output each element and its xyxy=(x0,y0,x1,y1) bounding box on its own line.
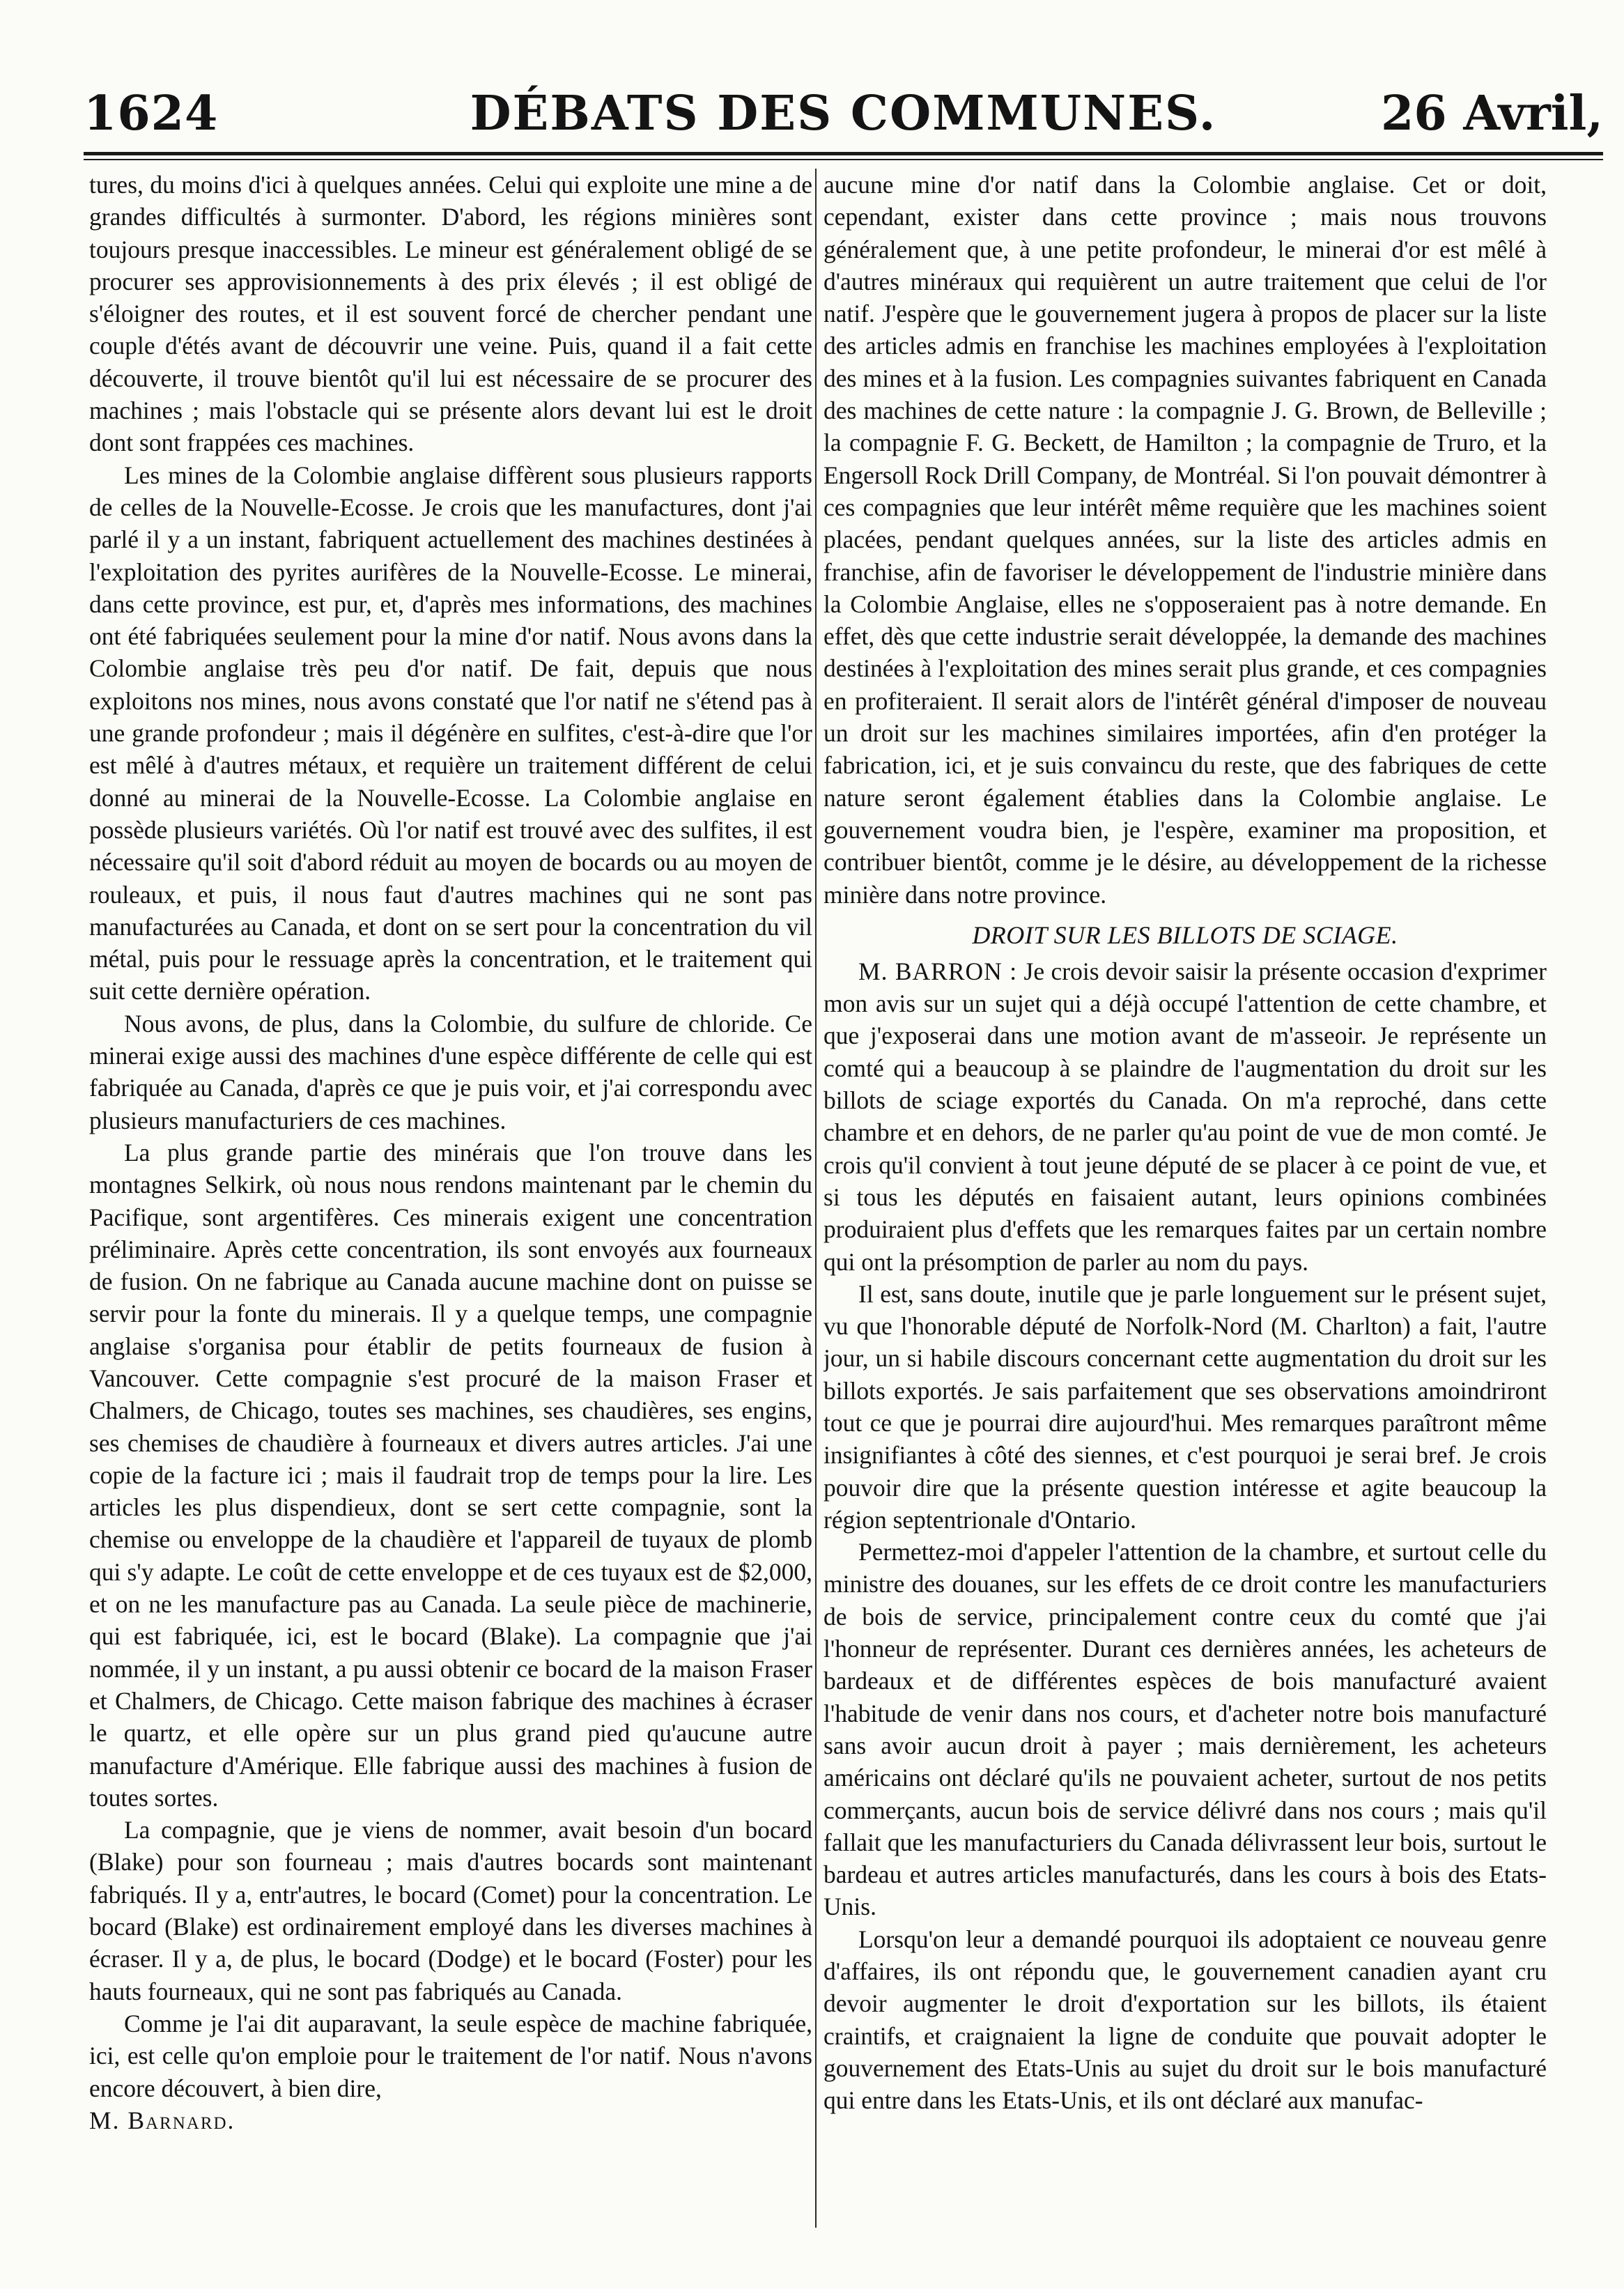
speaker-signoff: M. Barnard. xyxy=(89,2106,235,2134)
paragraph: Les mines de la Colombie anglaise diffèrent sous plusieurs rapports de celles de la Nouvelle-Ecosse. Je crois que les manufactures, dont j'ai parlé il y a un instant, fabriquent actuellement des machines destinées à l'exploitation des pyrites aurifères de la Nouvelle-Ecosse. Le minerai, dans cette province, est pur, et, d'après mes informations, des machines ont été fabriquées seulement pour la mine d'or natif. Nous avons dans la Colombie anglaise très peu d'or natif. De fait, depuis que nous exploitons nos mines, nous avons constaté que l'or natif ne s'étend pas à une grande profondeur ; mais il dégénère en sulfites, c'est-à-dire que l'or est mêlé à d'autres métaux, et requière un traitement différent de celui donné au minerai de la Nouvelle-Ecosse. La Colombie anglaise en possède plusieurs variétés. Où l'or natif est trouvé avec des sulfites, il est nécessaire qu'il soit d'abord réduit au moyen de bocards ou au moyen de rouleaux, et puis, il nous faut d'autres machines qui ne sont pas manufacturées au Canada, et dont on se sert pour la concentration du vil métal, puis pour le ressuage après la concentration, et le traitement qui suit cette dernière opération. xyxy=(89,461,812,1005)
header-rule-thin xyxy=(84,159,1603,160)
speaker-text: Je crois devoir saisir la présente occasion d'exprimer mon avis sur un sujet qui a déjà occupé l'attention de cette chambre, et que j'exposerai dans une motion avant de m'asseoir. Je représente un comté qui a beaucoup à se plaindre de l'augmentation du droit sur les billots de sciage exportés du Canada. On m'a reproché, dans cette chambre et en dehors, de ne parler qu'au point de vue de mon comté. Je crois qu'il convient à tout jeune député de se placer à ce point de vue, et si tous les députés en faisaient autant, leurs opinions combinées produiraient plus d'effets que les remarques faites par un certain nombre qui ont la présomption de parler au nom du pays. xyxy=(823,957,1547,1276)
paragraph: Lorsqu'on leur a demandé pourquoi ils adoptaient ce nouveau genre d'affaires, ils ont répondu que, le gouvernement canadien ayant cru devoir augmenter le droit d'exportation sur les billots, ils étaient craintifs, et craignaient la ligne de conduite que pouvait adopter le gouvernement des Etats-Unis au sujet du droit sur le bois manufacturé qui entre dans les Etats-Unis, et ils ont déclaré aux manufac- xyxy=(823,1925,1547,2115)
left-column xyxy=(89,169,812,2275)
paragraph: La compagnie, que je viens de nommer, avait besoin d'un bocard (Blake) pour son fourneau ; mais d'autres bocards sont maintenant fabriqués. Il y a, entr'autres, le bocard (Comet) pour la concentration. Le bocard (Blake) est ordinairement employé dans les diverses machines à écraser. Il y a, de plus, le bocard (Dodge) et le bocard (Foster) pour les hauts fourneaux, qui ne sont pas fabriqués au Canada. xyxy=(89,1816,812,2005)
paragraph: Comme je l'ai dit auparavant, la seule espèce de machine fabriquée, ici, est celle qu'on emploie pour le traitement de l'or natif. Nous n'avons encore découvert, à bien dire, xyxy=(89,2009,812,2102)
paragraph: tures, du moins d'ici à quelques années. Celui qui exploite une mine a de grandes difficultés à surmonter. D'abord, les régions minières sont toujours presque inaccessibles. Le mineur est généralement obligé de se procurer ses approvisionnements à des prix élevés ; il est obligé de s'éloigner des routes, et il est souvent forcé de chercher pendant une couple d'étés avant de découvrir une veine. Puis, quand il a fait cette découverte, il trouve bientôt qu'il lui est nécessaire de se procurer des machines ; mais l'obstacle qui se présente alors devant lui est le droit dont sont frappées ces machines. xyxy=(89,171,812,457)
section-heading: DROIT SUR LES BILLOTS DE SCIAGE. xyxy=(972,920,1398,949)
right-column xyxy=(823,169,1547,2275)
page-number: 1624 xyxy=(84,86,219,141)
page-date: 26 Avril, xyxy=(1381,86,1603,141)
running-head: DÉBATS DES COMMUNES. xyxy=(470,86,1217,141)
paragraph: Nous avons, de plus, dans la Colombie, du sulfure de chloride. Ce minerai exige aussi des machines d'une espèce différente de celle qui est fabriquée au Canada, d'après ce que je puis voir, et j'ai correspondu avec plusieurs manufacturiers de ces machines. xyxy=(89,1009,812,1134)
speaker-name: M. BARRON : xyxy=(858,957,1018,985)
header-rule-thick xyxy=(84,152,1603,155)
paragraph: Permettez-moi d'appeler l'attention de la chambre, et surtout celle du ministre des douanes, sur les effets de ce droit contre les manufacturiers de bois de service, principalement contre ceux du comté que j'ai l'honneur de représenter. Durant ces dernières années, les acheteurs de bardeaux et de différentes espèces de bois manufacturé avaient l'habitude de venir dans nos cours, et d'acheter notre bois manufacturé sans avoir aucun droit à payer ; mais dernièrement, les acheteurs américains ont déclaré qu'ils ne pouvaient acheter, surtout de nos petits commerçants, aucun bois de service délivré dans nos cours ; mais qu'il fallait que les manufacturiers du Canada délivrassent leur bois, surtout le bardeau et autres articles manufacturés, dans les cours à bois des Etats-Unis. xyxy=(823,1538,1547,1921)
page-header xyxy=(84,82,1603,145)
speaker-paragraph xyxy=(823,955,1547,1278)
column-divider xyxy=(815,169,817,2228)
paragraph: aucune mine d'or natif dans la Colombie anglaise. Cet or doit, cependant, exister dans cette province ; mais nous trouvons généralement que, à une petite profondeur, le minerai d'or est mêlé à d'autres minéraux qui requièrent un autre traitement que celui de l'or natif. J'espère que le gouvernement jugera à propos de placer sur la liste des articles admis en franchise les machines employées à l'exploitation des mines et à la fusion. Les compagnies suivantes fabriquent en Canada des machines de cette nature : la compagnie J. G. Brown, de Belleville ; la compagnie F. G. Beckett, de Hamilton ; la compagnie de Truro, et la Engersoll Rock Drill Company, de Montréal. Si l'on pouvait démontrer à ces compagnies que leur intérêt même requière que les machines soient placées, pendant quelques années, sur la liste des articles admis en franchise, afin de favoriser le développement de l'industrie minière dans la Colombie Anglaise, elles ne s'opposeraient pas à notre demande. En effet, dès que cette industrie serait développée, la demande des machines destinées à l'exploitation des mines serait plus grande, et ces compagnies en profiteraient. Il serait alors de l'intérêt général d'imposer de nouveau un droit sur les machines similaires importées, afin d'en protéger la fabrication, ici, et je suis convaincu du reste, que des fabriques de cette nature seront également établies dans la Colombie anglaise. Le gouvernement voudra bien, je l'espère, examiner ma proposition, et contribuer bientôt, comme je le désire, au développement de la richesse minière dans notre province. xyxy=(823,171,1547,909)
paragraph: Il est, sans doute, inutile que je parle longuement sur le présent sujet, vu que l'honorable député de Norfolk-Nord (M. Charlton) a fait, l'autre jour, un si habile discours concernant cette augmentation du droit sur les billots exportés. Je sais parfaitement que ses observations amoindriront tout ce que je pourrai dire aujourd'hui. Mes remarques paraîtront même insignifiantes à côté des siennes, et c'est pourquoi je serai bref. Je crois pouvoir dire que la présente question intéresse et agite beaucoup la région septentrionale d'Ontario. xyxy=(823,1279,1547,1534)
paragraph: La plus grande partie des minérais que l'on trouve dans les montagnes Selkirk, où nous nous rendons maintenant par le chemin du Pacifique, sont argentifères. Ces minerais exigent une concentration préliminaire. Après cette concentration, ils sont envoyés aux fourneaux de fusion. On ne fabrique au Canada aucune machine dont on puisse se servir pour la fonte du minerais. Il y a quelque temps, une compagnie anglaise s'organisa pour établir de petits fourneaux de fusion à Vancouver. Cette compagnie s'est procuré de la maison Fraser et Chalmers, de Chicago, toutes ses machines, ses chaudières, ses engins, ses chemises de chaudière à fourneaux et divers autres articles. J'ai une copie de la facture ici ; mais il faudrait trop de temps pour la lire. Les articles les plus dispendieux, dont se sert cette compagnie, sont la chemise ou enveloppe de la chaudière et l'appareil de tuyaux de plomb qui s'y adapte. Le coût de cette enveloppe et de ces tuyaux est de $2,000, et on ne les manufacture pas au Canada. La seule pièce de machinerie, qui est fabriquée, ici, est le bocard (Blake). La compagnie que j'ai nommée, il y un instant, a pu aussi obtenir ce bocard de la maison Fraser et Chalmers, de Chicago. Cette maison fabrique des machines à écraser le quartz, et elle opère sur un plus grand pied qu'aucune autre manufacture d'Amérique. Elle fabrique aussi des machines à fusion de toutes sortes. xyxy=(89,1138,812,1812)
